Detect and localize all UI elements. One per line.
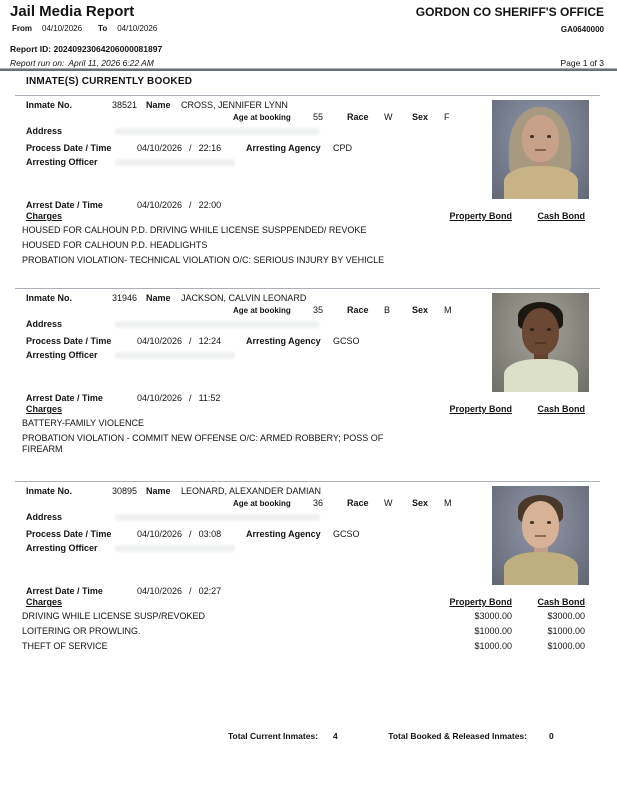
charge-text: PROBATION VIOLATION- TECHNICAL VIOLATION O/C: SERIOUS INJURY BY VEHICLE <box>22 255 385 265</box>
charge-row <box>22 641 585 656</box>
divider <box>15 288 600 289</box>
inmate-no-label: Inmate No. <box>26 293 73 303</box>
officer-label: Arresting Officer <box>26 157 98 167</box>
report-run-on <box>10 58 154 68</box>
total-released-value: 0 <box>549 731 554 741</box>
age-label: Age at booking <box>233 499 291 508</box>
sex-label: Sex <box>412 498 429 508</box>
officer-redacted <box>115 159 235 166</box>
process-value: 04/10/2026 / 12:24 <box>137 336 222 346</box>
charges-label: Charges <box>26 211 63 221</box>
date-range <box>12 24 157 33</box>
property-bond-value: $3000.00 <box>474 611 512 621</box>
to-label: To <box>98 24 108 33</box>
inmate-name: LEONARD, ALEXANDER DAMIAN <box>181 486 322 496</box>
cash-bond-value: $1000.00 <box>547 641 585 651</box>
charge-row <box>22 626 585 641</box>
agency-code: GA0640000 <box>560 25 604 34</box>
address-redacted <box>115 128 320 135</box>
inmate-no-value: 30895 <box>112 486 138 496</box>
name-label: Name <box>146 100 171 110</box>
officer-label: Arresting Officer <box>26 543 98 553</box>
charges-header <box>22 211 585 221</box>
age-value: 36 <box>313 498 324 508</box>
sex-value: M <box>444 305 452 315</box>
total-released-label: Total Booked & Released Inmates: <box>388 731 527 741</box>
inmate-record <box>0 288 617 481</box>
divider <box>15 481 600 482</box>
charges-header <box>22 404 585 414</box>
to-date: 04/10/2026 <box>117 24 158 33</box>
sex-label: Sex <box>412 112 429 122</box>
process-value: 04/10/2026 / 03:08 <box>137 529 222 539</box>
inmate-record <box>0 95 617 288</box>
charge-row <box>22 418 585 433</box>
photo-shirt <box>504 552 578 585</box>
cash-bond-value: $1000.00 <box>547 626 585 636</box>
sex-value: M <box>444 498 452 508</box>
charge-row <box>22 611 585 626</box>
run-on-value: April 11, 2026 6:22 AM <box>68 58 154 68</box>
address-label: Address <box>26 319 63 329</box>
cash-bond-value: $3000.00 <box>547 611 585 621</box>
address-label: Address <box>26 126 63 136</box>
photo-face <box>522 115 559 162</box>
total-current-label: Total Current Inmates: <box>227 731 318 741</box>
age-value: 35 <box>313 305 324 315</box>
charge-text: HOUSED FOR CALHOUN P.D. HEADLIGHTS <box>22 240 208 250</box>
page-number: Page 1 of 3 <box>560 58 604 68</box>
report-title: Jail Media Report <box>10 3 135 20</box>
agency-value: CPD <box>333 143 353 153</box>
name-label: Name <box>146 293 171 303</box>
address-label: Address <box>26 512 63 522</box>
charge-text: BATTERY-FAMILY VIOLENCE <box>22 418 145 428</box>
inmate-no-value: 38521 <box>112 100 138 110</box>
charge-text: HOUSED FOR CALHOUN P.D. DRIVING WHILE LICENSE SUSPPENDED/ REVOKE <box>22 225 367 235</box>
sex-value: F <box>444 112 450 122</box>
charges-list <box>22 418 585 455</box>
officer-redacted <box>115 352 235 359</box>
age-value: 55 <box>313 112 324 122</box>
race-label: Race <box>347 112 369 122</box>
process-label: Process Date / Time <box>26 143 112 153</box>
process-label: Process Date / Time <box>26 529 112 539</box>
agency-label: Arresting Agency <box>246 143 321 153</box>
from-date: 04/10/2026 <box>42 24 83 33</box>
report-id-value: 20240923064206000081897 <box>53 44 163 54</box>
sex-label: Sex <box>412 305 429 315</box>
charge-text: DRIVING WHILE LICENSE SUSP/REVOKED <box>22 611 206 621</box>
inmate-name: CROSS, JENNIFER LYNN <box>181 100 288 110</box>
charges-label: Charges <box>26 404 63 414</box>
age-label: Age at booking <box>233 306 291 315</box>
inmate-no-label: Inmate No. <box>26 100 73 110</box>
race-label: Race <box>347 305 369 315</box>
inmate-mugshot <box>492 100 589 199</box>
arrest-label: Arrest Date / Time <box>26 393 103 403</box>
officer-label: Arresting Officer <box>26 350 98 360</box>
charge-text: PROBATION VIOLATION - COMMIT NEW OFFENSE O/C: ARMED ROBBERY; POSS OF FIREARM <box>22 433 384 454</box>
property-bond-value: $1000.00 <box>474 641 512 651</box>
race-value: W <box>384 498 393 508</box>
age-label: Age at booking <box>233 113 291 122</box>
office-name: GORDON CO SHERIFF'S OFFICE <box>415 5 604 19</box>
cash-bond-label: Cash Bond <box>537 211 585 221</box>
inmate-mugshot <box>492 293 589 392</box>
race-value: W <box>384 112 393 122</box>
arrest-value: 04/10/2026 / 02:27 <box>137 586 222 596</box>
photo-face <box>522 501 559 548</box>
property-bond-label: Property Bond <box>449 211 512 221</box>
agency-value: GCSO <box>333 336 360 346</box>
arrest-label: Arrest Date / Time <box>26 586 103 596</box>
property-bond-label: Property Bond <box>449 404 512 414</box>
total-current-value: 4 <box>333 731 338 741</box>
header-rule <box>0 68 617 71</box>
charges-list <box>22 611 585 656</box>
from-label: From <box>12 24 32 33</box>
charges-list <box>22 225 585 270</box>
agency-label: Arresting Agency <box>246 336 321 346</box>
photo-face <box>522 308 559 355</box>
charge-row <box>22 255 585 270</box>
cash-bond-label: Cash Bond <box>537 597 585 607</box>
report-id <box>10 44 162 54</box>
inmate-no-label: Inmate No. <box>26 486 73 496</box>
photo-shirt <box>504 166 578 199</box>
divider <box>15 95 600 96</box>
inmate-no-value: 31946 <box>112 293 138 303</box>
inmate-name: JACKSON, CALVIN LEONARD <box>181 293 307 303</box>
inmate-record <box>0 481 617 674</box>
process-label: Process Date / Time <box>26 336 112 346</box>
photo-shirt <box>504 359 578 392</box>
officer-redacted <box>115 545 235 552</box>
cash-bond-label: Cash Bond <box>537 404 585 414</box>
arrest-label: Arrest Date / Time <box>26 200 103 210</box>
charge-text: LOITERING OR PROWLING. <box>22 626 141 636</box>
charge-row <box>22 433 585 455</box>
charge-row <box>22 225 585 240</box>
charge-row <box>22 240 585 255</box>
property-bond-value: $1000.00 <box>474 626 512 636</box>
agency-value: GCSO <box>333 529 360 539</box>
report-id-label: Report ID: <box>10 44 52 54</box>
name-label: Name <box>146 486 171 496</box>
inmate-mugshot <box>492 486 589 585</box>
charge-text: THEFT OF SERVICE <box>22 641 108 651</box>
race-value: B <box>384 305 391 315</box>
section-title: INMATE(S) CURRENTLY BOOKED <box>26 76 193 87</box>
address-redacted <box>115 321 320 328</box>
arrest-value: 04/10/2026 / 22:00 <box>137 200 222 210</box>
process-value: 04/10/2026 / 22:16 <box>137 143 222 153</box>
charges-header <box>22 597 585 607</box>
address-redacted <box>115 514 320 521</box>
race-label: Race <box>347 498 369 508</box>
property-bond-label: Property Bond <box>449 597 512 607</box>
run-on-label: Report run on: <box>10 58 65 68</box>
charges-label: Charges <box>26 597 63 607</box>
agency-label: Arresting Agency <box>246 529 321 539</box>
arrest-value: 04/10/2026 / 11:52 <box>137 393 221 403</box>
